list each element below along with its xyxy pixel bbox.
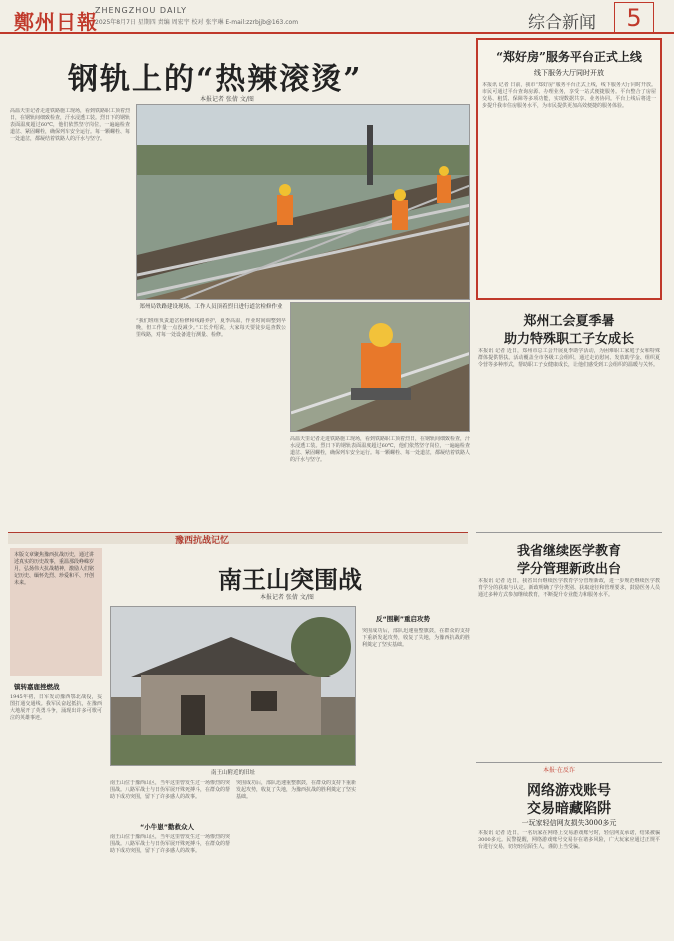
newspaper-logo: 鄭州日報 (14, 10, 98, 34)
newspaper-name: ZHENGZHOU DAILY (95, 6, 188, 15)
nanwang-caption: 南王山附近的旧址 (210, 770, 255, 776)
nanwang-body-a: 南王山位于豫西山区，当年这里曾发生过一场惨烈的突围战。八路军战士与日伪军展开殊死搏斗，在群众的帮助下成功突围，留下了许多感人的故事。 (110, 780, 230, 800)
lead-body-left: 高温天里记者走进铁路施工现场，看到铁路职工顶着烈日，在钢轨间细致检查，汗水浸透工装。烈日下的钢轨表面温度超过60℃，他们依然坚守岗位，一遍遍检查道岔、紧固螺栓，确保列车安全运行。每一颗螺栓、每一处道岔，都凝结着铁路人的汗水与坚守。 (10, 108, 130, 142)
game-subtitle: 一玩家轻信网友损失3000多元 (521, 819, 617, 827)
game-body: 本报讯 记者 近日，一名玩家在网络上交易游戏账号时，轻信网友承诺，结果被骗3000多元。民警提醒，网络游戏账号交易存在诸多风险，广大玩家应通过正规平台进行交易，切勿轻信陌生人，谨防上当受骗。 (478, 830, 660, 850)
lead-headline: 钢轨上的“热辣滚烫” (68, 62, 363, 97)
lead-body-right: 高温天里记者走进铁路施工现场，看到铁路职工顶着烈日，在钢轨间细致检查，汗水浸透工装。烈日下的钢轨表面温度超过60℃，他们依然坚守岗位，一遍遍检查道岔、紧固螺栓，确保列车安全运行。每一颗螺栓、每一处道岔，都凝结着铁路人的汗水与坚守。 (290, 436, 470, 463)
union-title-2: 助力特殊职工子女成长 (503, 332, 634, 347)
war-intro-box: 本版文章聚焦豫西抗战历史，通过讲述真实的历史故事，重温那段峥嵘岁月，弘扬伟大抗战精神，激励人们铭记历史、缅怀先烈、珍爱和平、开创未来。 (10, 548, 102, 676)
nanwang-byline: 本报记者 张倩 文/图 (260, 594, 314, 601)
anti-fraud-tag: 本报·在反诈 (543, 767, 575, 774)
nanwang-body-c: 突围成功后，部队迅速重整旗鼓，在群众的支持下重新发起攻势，收复了失地，为豫西抗战的胜利奠定了坚实基础。 (236, 780, 356, 800)
old-house-photo (111, 607, 356, 766)
nanwang-photo (110, 606, 356, 766)
railway-workers-photo (137, 105, 470, 300)
nanwang-title: 南王山突围战 (218, 565, 362, 594)
medical-title-2: 学分管理新政出台 (516, 562, 621, 577)
medical-title-1: 我省继续医学教育 (516, 544, 621, 559)
page-number: 5 (614, 2, 654, 34)
divider (476, 762, 662, 763)
section-band (8, 532, 468, 544)
issue-meta: 2025年8月7日 星期四 责编 周宏宇 校对 张宇琳 E-mail:zzrbjjb@163.com (95, 19, 299, 26)
lead-photo-2 (290, 302, 470, 432)
union-title-1: 郑州工会夏季暑 (523, 314, 615, 329)
nanwang-heading-2: 反“围剿”重启攻势 (376, 615, 431, 623)
lead-photo-caption: 郑州局铁路建设现场，工作人员顶着烈日进行道岔检修作业 (139, 304, 283, 310)
game-title-1: 网络游戏账号 (527, 783, 611, 799)
war-subhead: 镇转嘉鹿挫燃战 (14, 683, 60, 691)
union-body: 本报讯 记者 近日，郑州市总工会开展夏季助学活动，为困难职工家庭子女和特殊群体提供帮扶。活动覆盖全市各级工会组织，通过走访慰问、发放助学金、组织夏令营等多种形式，帮助职工子女健康成长，让他们感受到工会组织的温暖与关怀。 (478, 348, 660, 368)
nanwang-body-b: 南王山位于豫西山区，当年这里曾发生过一场惨烈的突围战。八路军战士与日伪军展开殊死搏斗，在群众的帮助下成功突围，留下了许多感人的故事。 (110, 834, 230, 854)
lead-byline: 本报记者 张倩 文/图 (200, 96, 254, 103)
section-band-title: 豫西抗战记忆 (175, 536, 230, 546)
worker-closeup-photo (291, 303, 470, 432)
lead-photo (136, 104, 470, 300)
housing-title: “郑好房”服务平台正式上线 (496, 50, 642, 64)
housing-subtitle: 线下服务大厅同时开放 (534, 69, 604, 77)
divider (476, 532, 662, 533)
section-title: 综合新闻 (528, 13, 596, 33)
housing-body: 本报讯 记者 日前，我市“郑好房”服务平台正式上线，线下服务大厅同时开放。市民可通过平台查询房源、办理业务，享受一站式便捷服务。平台整合了房屋交易、租赁、保障等多项功能，实现数据共享、业务协同。平台上线后将进一步提升我市住房服务水平，为市民提供更加高效便捷的服务体验。 (482, 82, 656, 109)
game-title-2: 交易暗藏陷阱 (527, 801, 611, 817)
nanwang-body-d: 突围成功后，部队迅速重整旗鼓，在群众的支持下重新发起攻势，收复了失地，为豫西抗战的胜利奠定了坚实基础。 (362, 628, 470, 648)
war-body: 1945年初，日军发动豫西鄂北战役，妄图打通交通线。我军民奋起抵抗，在豫西大地展开了英勇斗争，涌现出许多可歌可泣的英雄事迹。 (10, 694, 102, 721)
medical-body: 本报讯 记者 近日，我省出台继续医学教育学分管理新政，进一步规范继续医学教育学分的获取与认定。新政明确了学分类别、获取途径和管理要求，鼓励医务人员通过多种方式参加继续教育，不断提升专业能力和服务水平。 (478, 578, 660, 598)
nanwang-heading-1: “小牛崽”勤救众人 (140, 823, 195, 831)
lead-body-middle: “我们班组负责道岔检修和线路养护，夏季高温，作业时间调整到早晚，但工作量一点没减少。”工长介绍说，大家每天要徒步巡查数公里线路，对每一处设备进行测量、检修。 (136, 318, 286, 338)
